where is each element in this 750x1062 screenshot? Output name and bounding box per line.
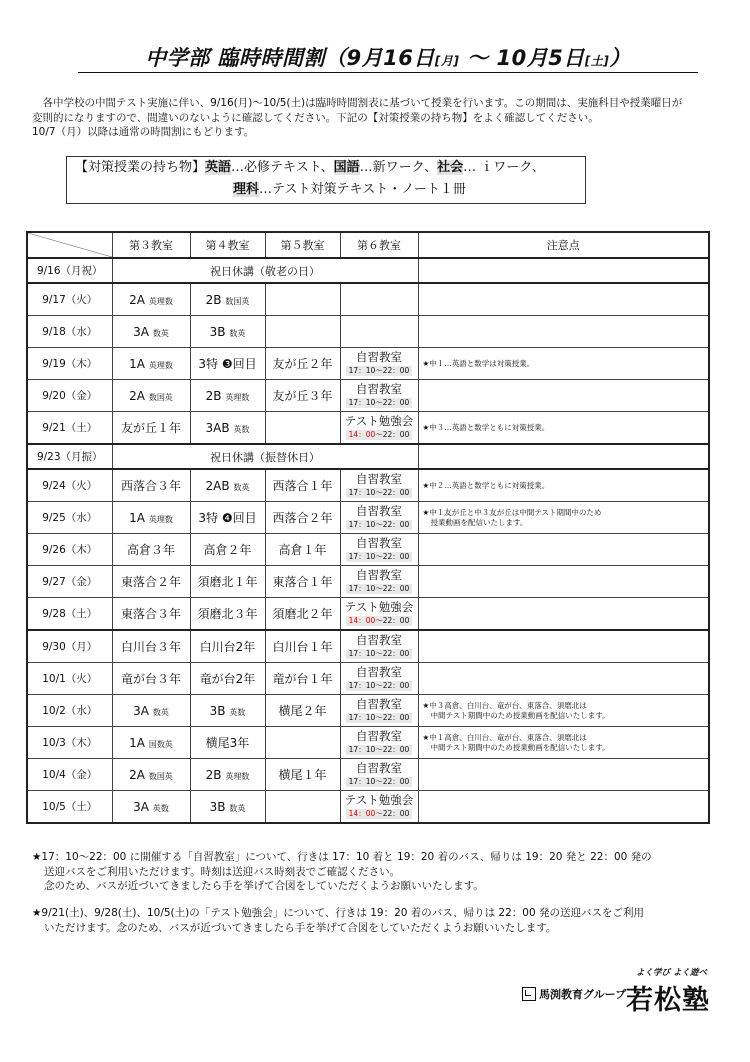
intro-text: 各中学校の中間テスト実施に伴い、9/16(月)～10/5(土)は臨時時間割表に基づいて授業を行います。この期間は、実施科目や授業曜日が 変則的になりますので、間違いのないように確認してください。下記の【対策授業の持ち物】をよく確認してください。 10/7（月）以降は通常の時間割にもどります。 [32, 97, 683, 138]
table-row: 9/23（月振） 祝日休講（振替休日） [27, 444, 709, 469]
page-title: 中学部 臨時時間割（9月16日[月] ～ 10月5日[土]） [78, 44, 698, 73]
table-row: 10/3（木） 1A 国数英 横尾3年 自習教室 17：10～22：00 ★中１高倉、白川台、竜が台、東落合、須磨北は 中間テスト期間中のため授業動画を配信いたします。 [27, 727, 709, 759]
header-notes: 注意点 [418, 232, 709, 258]
table-row: 9/30（月） 白川台３年 白川台2年 白川台１年 自習教室 17：10～22：00 [27, 630, 709, 663]
group-logo: 馬渕教育グループ [522, 986, 626, 1002]
holiday-cell: 祝日休講（敬老の日） [112, 258, 418, 283]
header-room4: 第４教室 [190, 232, 265, 258]
table-row: 9/19（木） 1A 英理数 3特 ❸回目 友が丘２年 自習教室 17：10～22：00 ★中１…英語と数学は対策授業。 [27, 348, 709, 380]
header-room5: 第５教室 [265, 232, 340, 258]
table-row: 9/17（火） 2A 英理数 2B 数国英 [27, 283, 709, 316]
table-row: 10/5（土） 3A 英数 3B 数英 テスト勉強会 14：00～22：00 [27, 791, 709, 824]
table-row: 10/2（水） 3A 数英 3B 英数 横尾２年 自習教室 17：10～22：00 ★中３高倉、白川台、竜が台、東落合、須磨北は 中間テスト期間中のため授業動画を配信いたします。 [27, 695, 709, 727]
group-logo-icon [522, 987, 536, 1001]
school-tagline: よく学び よく遊べ [636, 968, 707, 978]
holiday-cell: 祝日休講（振替休日） [112, 444, 418, 469]
table-row: 9/28（土） 東落合３年 須磨北３年 須磨北２年 テスト勉強会 14：00～22：00 [27, 598, 709, 631]
table-row: 9/18（水） 3A 数英 3B 数英 [27, 316, 709, 348]
header-room3: 第３教室 [112, 232, 190, 258]
table-row: 9/16（月祝） 祝日休講（敬老の日） [27, 258, 709, 283]
timetable [26, 231, 710, 824]
required-items-box: 【対策授業の持ち物】英語…必修テキスト、国語…新ワーク、社会… ｉワーク、 理科…テスト対策テキスト・ノート１冊 [66, 156, 586, 204]
table-row: 9/21（土） 友が丘１年 3AB 英数 テスト勉強会 14：00～22：00 ★中３…英語と数学ともに対策授業。 [27, 412, 709, 445]
table-row: 9/25（水） 1A 英理数 3特 ❹回目 西落合２年 自習教室 17：10～22：00 ★中１友が丘と中３友が丘は中間テスト期間中のため 授業動画を配信いたします。 [27, 502, 709, 534]
table-row: 9/27（金） 東落合２年 須磨北１年 東落合１年 自習教室 17：10～22：00 [27, 566, 709, 598]
table-header-row [27, 232, 709, 258]
table-row: 10/1（火） 竜が台３年 竜が台2年 竜が台１年 自習教室 17：10～22：00 [27, 663, 709, 695]
table-row: 9/26（木） 高倉３年 高倉２年 高倉１年 自習教室 17：10～22：00 [27, 534, 709, 566]
footer-note-jishu: ★17：10～22：00 に開催する「自習教室」について、行きは 17：10 着と 19：20 着のバス、帰りは 19：20 発と 22：00 発の 送迎バスをご利用いただけます。時刻は送迎バス時刻表でご確認ください。 念のため、バスが近づいてきましたら手を挙げて合図をしていただくようお願いいたします。 [32, 851, 652, 892]
header-room6: 第６教室 [340, 232, 418, 258]
school-logo: 若松塾 [626, 985, 710, 1016]
footer-note-test: ★9/21(土)、9/28(土)、10/5(土)の「テスト勉強会」について、行きは 19：20 着のバス、帰りは 22：00 発の送迎バスをご利用 いただけます。念のため、バスが近づいてきましたら手を挙げて合図をしていただくようお願いいたします。 [32, 907, 644, 934]
table-row: 9/20（金） 2A 数国英 2B 英理数 友が丘３年 自習教室 17：10～22：00 [27, 380, 709, 412]
corner-cell [27, 232, 112, 258]
table-row: 9/24（火） 西落合３年 2AB 数英 西落合１年 自習教室 17：10～22：00 ★中２…英語と数学ともに対策授業。 [27, 469, 709, 502]
table-row: 10/4（金） 2A 数国英 2B 英理数 横尾１年 自習教室 17：10～22：00 [27, 759, 709, 791]
